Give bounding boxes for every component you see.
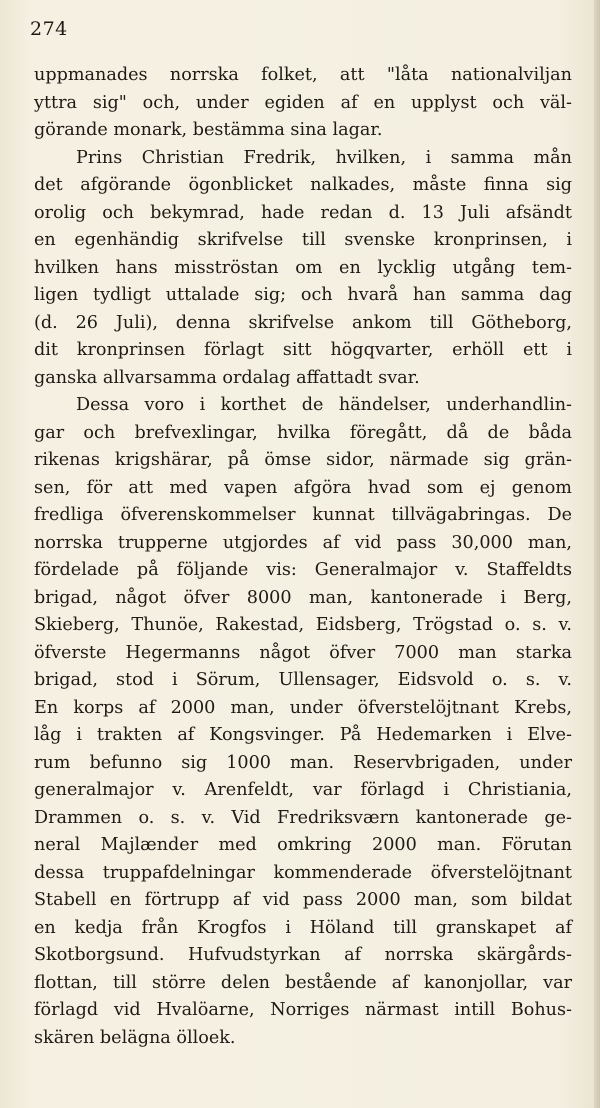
text-line: ligen tydligt uttalade sig; och hvarå han samma dag: [34, 285, 572, 305]
paragraph: [34, 62, 572, 145]
text-line: fredliga öfverenskommelser kunnat tillvägabringas. De: [34, 505, 572, 525]
text-line: rikenas krigshärar, på ömse sidor, närmade sig grän-: [34, 450, 572, 470]
text-line: förlagd vid Hvalöarne, Norriges närmast intill Bohus-: [34, 1000, 572, 1020]
text-line: skären belägna ölloek.: [34, 1027, 236, 1048]
text-line: gar och brefvexlingar, hvilka föregått, då de båda: [34, 422, 572, 443]
text-line: öfverste Hegermanns något öfver 7000 man starka: [34, 642, 572, 663]
text-line: det afgörande ögonblicket nalkades, måste finna sig: [34, 175, 572, 195]
page-edge: [594, 0, 600, 1108]
paragraph: [34, 145, 572, 393]
text-line: En korps af 2000 man, under öfverstelöjtnant Krebs,: [34, 697, 572, 718]
text-line: orolig och bekymrad, hade redan d. 13 Juli afsändt: [34, 202, 572, 223]
text-line: dit kronprinsen förlagt sitt högqvarter, erhöll ett i: [34, 340, 572, 360]
text-line: yttra sig" och, under egiden af en upplyst och väl-: [34, 92, 572, 113]
text-line: brigad, stod i Sörum, Ullensager, Eidsvold o. s. v.: [34, 670, 572, 690]
text-line: hvilken hans misströstan om en lycklig utgång tem-: [34, 257, 572, 278]
paragraph: [34, 392, 572, 1052]
text-line: låg i trakten af Kongsvinger. På Hedemarken i Elve-: [34, 725, 572, 745]
text-line: Skieberg, Thunöe, Rakestad, Eidsberg, Trögstad o. s. v.: [34, 615, 572, 635]
text-line: Skotborgsund. Hufvudstyrkan af norrska skärgårds-: [34, 945, 572, 965]
body-text: [34, 62, 572, 1052]
page-number: 274: [30, 18, 68, 40]
text-line: ganska allvarsamma ordalag affattadt svar.: [34, 367, 420, 388]
text-line: sen, för att med vapen afgöra hvad som ej genom: [34, 477, 572, 498]
text-line: generalmajor v. Arenfeldt, var förlagd i Christiania,: [34, 780, 572, 800]
text-line: brigad, något öfver 8000 man, kantonerade i Berg,: [34, 587, 572, 608]
text-line: Stabell en förtrupp af vid pass 2000 man, som bildat: [34, 890, 572, 910]
text-line: (d. 26 Juli), denna skrifvelse ankom till Götheborg,: [34, 312, 572, 333]
text-line: görande monark, bestämma sina lagar.: [34, 120, 383, 140]
text-line: flottan, till större delen bestående af kanonjollar, var: [34, 972, 572, 993]
text-line: en egenhändig skrifvelse till svenske kronprinsen, i: [34, 230, 572, 250]
text-line: Dessa voro i korthet de händelser, underhandlin-: [76, 395, 572, 415]
text-line: fördelade på följande vis: Generalmajor v. Staffeldts: [34, 560, 572, 580]
text-line: en kedja från Krogfos i Höland till granskapet af: [34, 917, 572, 938]
text-line: uppmanades norrska folket, att "låta nationalviljan: [34, 65, 572, 85]
text-line: norrska trupperne utgjordes af vid pass 30,000 man,: [34, 532, 572, 553]
text-line: rum befunno sig 1000 man. Reservbrigaden, under: [34, 752, 572, 773]
text-line: Prins Christian Fredrik, hvilken, i samma mån: [76, 147, 572, 168]
text-line: Drammen o. s. v. Vid Fredriksværn kantonerade ge-: [34, 807, 572, 828]
text-line: dessa truppafdelningar kommenderade öfverstelöjtnant: [34, 862, 572, 883]
text-line: neral Majlænder med omkring 2000 man. Förutan: [34, 835, 572, 855]
